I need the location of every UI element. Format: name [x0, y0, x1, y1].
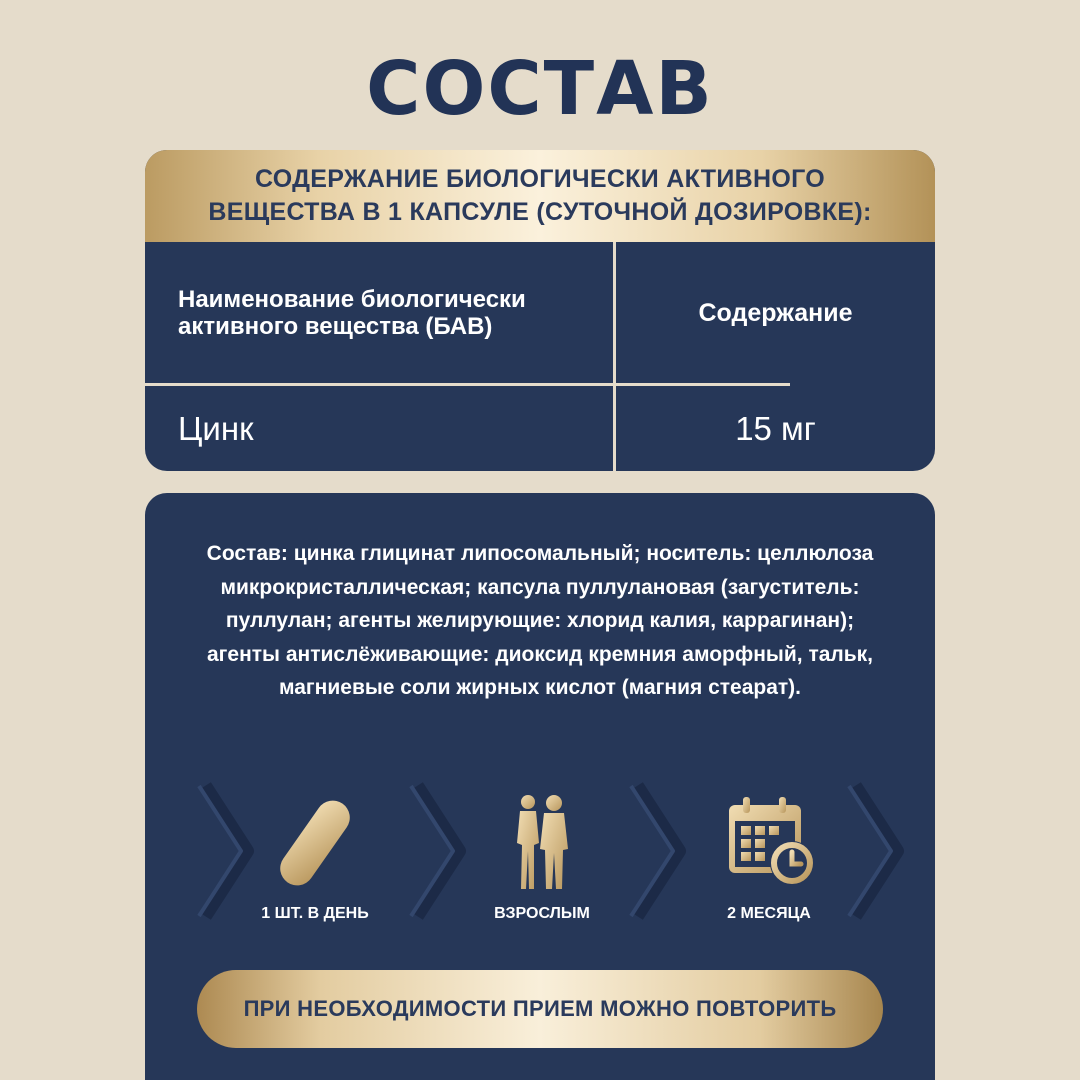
dosage-table	[145, 150, 935, 471]
column-header-amount: Содержание	[698, 298, 853, 327]
column-header-name-line-1: Наименование биологически	[178, 286, 526, 313]
table-heading-line-1: СОДЕРЖАНИЕ БИОЛОГИЧЕСКИ АКТИВНОГО	[255, 165, 825, 193]
composition-line-1: Состав: цинка глицинат липосомальный; носитель: целлюлоза	[206, 542, 874, 565]
feature-audience-label: ВЗРОСЛЫМ	[494, 905, 590, 922]
composition-line-2: микрокристаллическая; капсула пуллулановая (загуститель:	[220, 575, 860, 599]
composition-text	[175, 537, 905, 705]
feature-audience	[442, 793, 642, 943]
page-title: СОСТАВ	[366, 46, 714, 132]
row-divider	[0, 383, 790, 386]
table-heading-line-2: ВЕЩЕСТВА В 1 КАПСУЛЕ (СУТОЧНОЙ ДОЗИРОВКЕ):	[208, 198, 872, 226]
capsule-icon	[265, 793, 365, 893]
composition-card	[145, 493, 935, 1080]
adults-icon	[492, 793, 592, 893]
feature-duration	[669, 793, 869, 943]
row-substance-amount: 15 мг	[735, 410, 816, 447]
column-header-name	[178, 242, 608, 384]
row-substance-name: Цинк	[178, 410, 254, 447]
repeat-course-note: ПРИ НЕОБХОДИМОСТИ ПРИЕМ МОЖНО ПОВТОРИТЬ	[197, 970, 883, 1048]
table-heading	[145, 150, 935, 242]
composition-line-3: пуллулан; агенты желирующие: хлорид калия, каррагинан);	[225, 609, 855, 632]
column-header-name-line-2: активного вещества (БАВ)	[178, 313, 493, 340]
feature-dosage	[215, 793, 415, 943]
feature-duration-label: 2 МЕСЯЦА	[727, 905, 811, 922]
composition-line-5: магниевые соли жирных кислот (магния стеарат).	[278, 676, 802, 699]
composition-line-4: агенты антислёживающие: диоксид кремния аморфный, тальк,	[206, 642, 873, 666]
feature-dosage-label: 1 ШТ. В ДЕНЬ	[261, 905, 369, 922]
calendar-clock-icon	[719, 793, 819, 893]
